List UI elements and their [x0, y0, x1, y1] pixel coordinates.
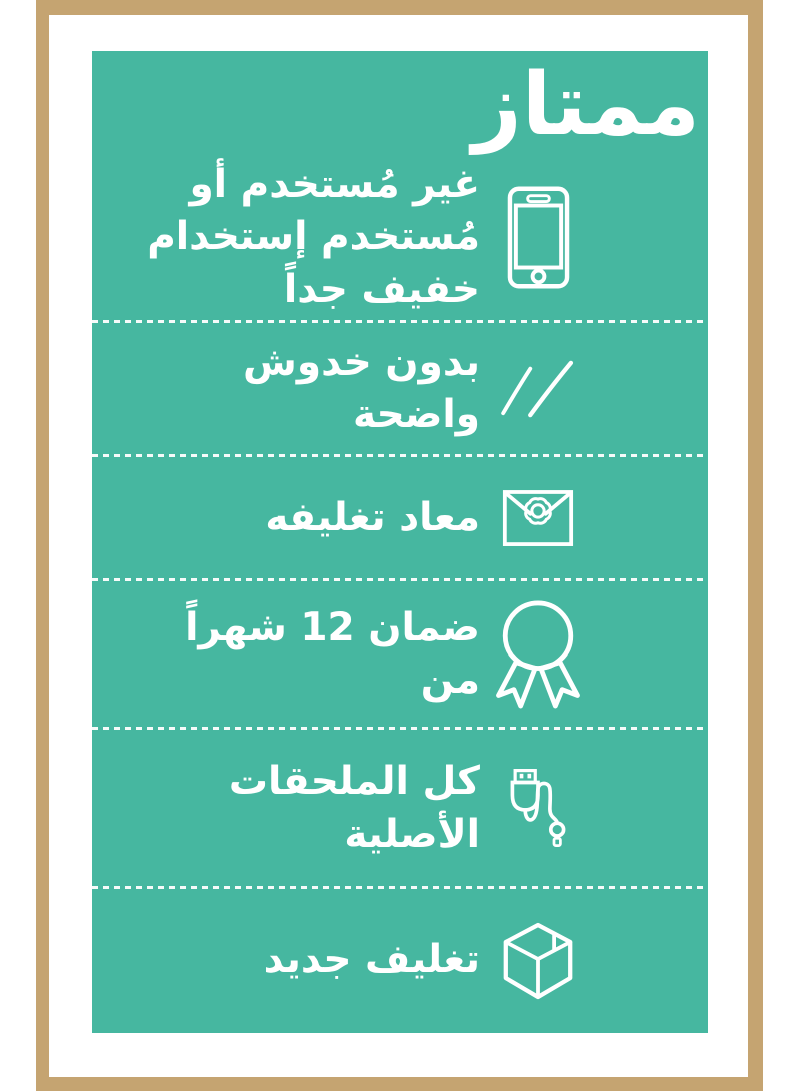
feature-text-line: الأصلية [344, 811, 480, 857]
feature-text-line: معاد تغليفه [265, 494, 480, 540]
icon-box [480, 765, 596, 853]
feature-text [110, 602, 480, 707]
package-box-icon [502, 922, 574, 1000]
icon-box [480, 922, 596, 1000]
warranty-medal-icon [485, 599, 591, 710]
dashed-divider [92, 886, 708, 889]
feature-text [110, 159, 480, 316]
icon-box [480, 489, 596, 548]
feature-text [110, 756, 480, 861]
teal-panel [92, 51, 708, 1033]
feature-text-line: تغليف جديد [263, 937, 480, 983]
feature-text-line: غير مُستخدم أو [189, 162, 480, 208]
smartphone-icon [507, 186, 570, 289]
icon-box [480, 186, 596, 289]
feature-text-line: من [420, 657, 480, 703]
feature-text-line: واضحة [352, 392, 480, 437]
feature-row-condition [92, 153, 708, 322]
feature-row-warranty [92, 580, 708, 729]
feature-row-repackaged [92, 456, 708, 580]
icon-box [480, 359, 596, 419]
feature-text [110, 492, 480, 544]
feature-text-line: كل الملحقات [228, 759, 480, 805]
feature-text [110, 337, 480, 442]
feature-text-line: خفيف جداً [283, 266, 480, 312]
usb-cable-icon [506, 765, 570, 853]
icon-box [480, 599, 596, 710]
scratches-icon [497, 359, 579, 419]
dashed-divider [92, 727, 708, 730]
feature-row-accessories [92, 729, 708, 888]
feature-text-line: ضمان 12 شهراً [185, 605, 480, 651]
sealed-envelope-icon [502, 489, 574, 548]
feature-text [110, 934, 480, 986]
dashed-divider [92, 454, 708, 457]
dashed-divider [92, 578, 708, 581]
feature-row-packaging [92, 888, 708, 1033]
page-title: ممتاز [472, 55, 700, 155]
feature-text-line: بدون خدوش [243, 339, 480, 385]
dashed-divider [92, 320, 708, 323]
feature-row-scratches [92, 322, 708, 456]
feature-text-line: مُستخدم إستخدام [147, 214, 480, 260]
